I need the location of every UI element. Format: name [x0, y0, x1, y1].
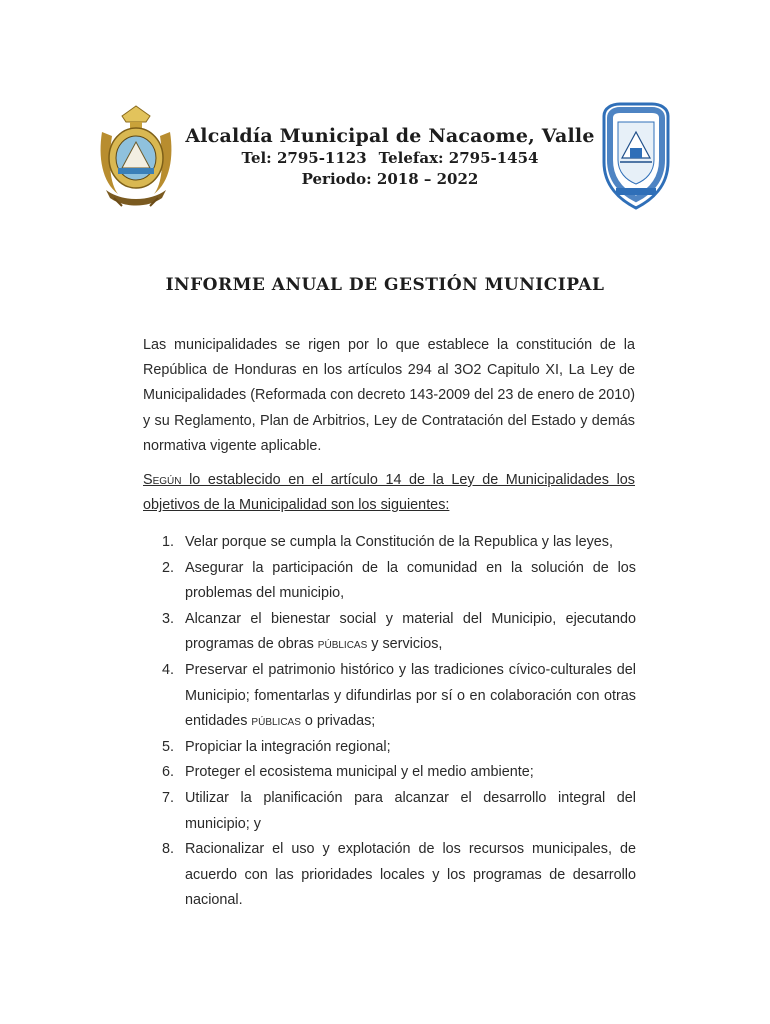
list-item [150, 735, 636, 761]
list-item [150, 760, 636, 786]
objectives-list [150, 530, 636, 914]
item-text-part: o privadas; [300, 713, 376, 730]
item-number: 5. [162, 738, 175, 755]
item-text: Velar porque se cumpla la Constitución de la Republica y las leyes, [185, 534, 613, 550]
objectives-heading-lead: Según [143, 472, 182, 488]
item-number: 1. [162, 534, 175, 550]
item-text: Racionalizar el uso y explotación de los recursos municipales, de acuerdo con las prioridades locales y los programas de desarrollo nacional. [185, 841, 636, 909]
item-number: 8. [162, 841, 175, 858]
objectives-heading-text: lo establecido en el artículo 14 de la Ley de Municipalidades los objetivos de la Municipalidad son los siguientes: [143, 472, 635, 514]
item-text-part: Preservar el patrimonio histórico y las tradiciones cívico-culturales del Municipio; fomentarlas y difundirlas por sí o en colaboración con otras entidades [185, 661, 636, 730]
item-text [185, 658, 636, 735]
letterhead [180, 124, 600, 190]
item-text: Proteger el ecosistema municipal y el medio ambiente; [185, 764, 534, 781]
document-title: INFORME ANUAL DE GESTIÓN MUNICIPAL [165, 275, 605, 295]
contact-line [180, 148, 600, 169]
list-item [150, 658, 636, 735]
period-line: Periodo: 2018 – 2022 [301, 170, 479, 188]
list-item [150, 530, 636, 556]
municipality-title: Alcaldía Municipal de Nacaome, Valle [185, 125, 595, 147]
item-text [185, 607, 636, 658]
item-number: 3. [162, 610, 175, 627]
item-text: Propiciar la integración regional; [185, 738, 391, 755]
intro-paragraph: Las municipalidades se rigen por lo que establece la constitución de la República de Honduras en los artículos 294 al 3O2 Capitulo XI, La Ley de Municipalidades (Reformada con decreto 143-2009 del 23 de enero de 2010) y su Reglamento, Plan de Arbitrios, Ley de Contratación del Estado y demás normativa vigente aplicable. [143, 337, 636, 454]
honduras-coat-of-arms-icon [92, 102, 180, 210]
item-text: Utilizar la planificación para alcanzar el desarrollo integral del municipio; y [185, 789, 636, 832]
list-item [150, 837, 636, 914]
item-number: 7. [162, 789, 175, 806]
list-item [150, 786, 636, 837]
phone-number: Tel: 2795-1123 [241, 149, 367, 167]
list-item [150, 556, 636, 607]
telefax-number: Telefax: 2795-1454 [378, 149, 539, 167]
objectives-heading [143, 468, 635, 519]
item-text-part: Alcanzar el bienestar social y material del Municipio, ejecutando programas de obras [185, 610, 636, 653]
item-number: 2. [162, 559, 175, 576]
item-text-part: y servicios, [367, 636, 443, 653]
item-text-smallcaps: públicas [251, 713, 301, 730]
nacaome-shield-icon [600, 100, 672, 210]
item-text-smallcaps: públicas [317, 636, 368, 653]
list-item [150, 607, 636, 658]
item-number: 4. [162, 661, 175, 678]
item-text: Asegurar la participación de la comunidad en la solución de los problemas del municipio, [185, 559, 636, 602]
item-number: 6. [162, 764, 175, 781]
